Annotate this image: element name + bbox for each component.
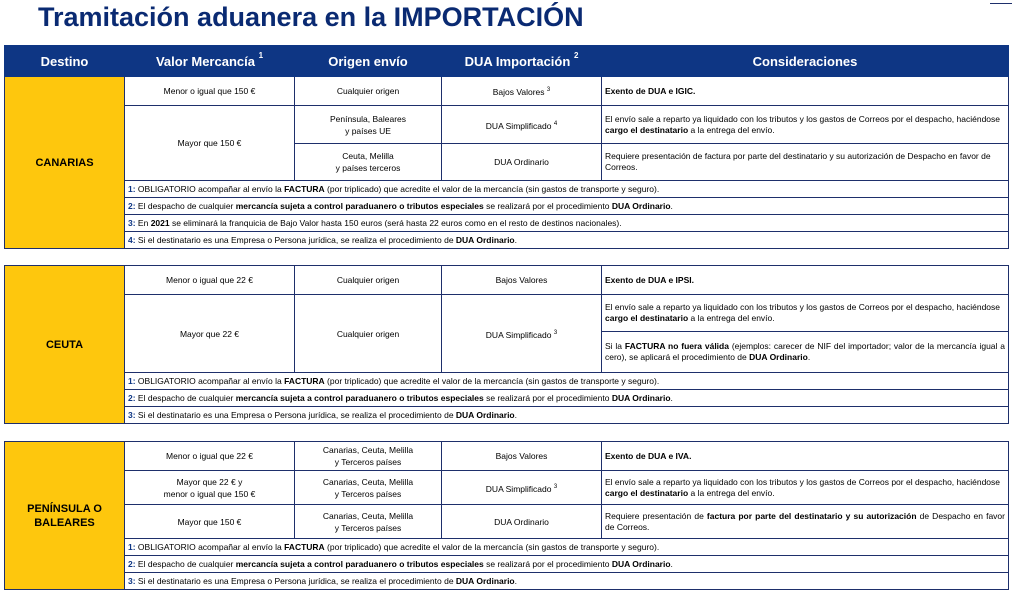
note-row [5, 407, 1009, 424]
consideraciones-cell: El envío sale a reparto ya liquidado con los tributos y los gastos de Correos por el despacho, haciéndose cargo el destinatario a la entrega del envío. [602, 295, 1009, 332]
dua-cell: DUA Simplificado $^3$ [442, 295, 602, 373]
footnote: 3: Si el destinatario es una Empresa o Persona jurídica, se realiza el procedimiento de DUA Ordinario. [125, 573, 1009, 590]
consideraciones-cell: Requiere presentación de factura por parte del destinatario y su autorización de Despacho en favor de Correos. [602, 505, 1009, 539]
valor-cell: Mayor que 22 € [125, 295, 295, 373]
origen-cell: Cualquier origen [295, 77, 442, 106]
dua-cell: DUA Ordinario [442, 505, 602, 539]
consideraciones-cell: Requiere presentación de factura por parte del destinatario y su autorización de Despacho en favor de Correos. [602, 144, 1009, 181]
note-row [5, 373, 1009, 390]
origen-cell: Canarias, Ceuta, Melilla y Terceros países [295, 471, 442, 505]
header-valor: Valor Mercancía $^1$ [125, 46, 295, 77]
footnote: 3: Si el destinatario es una Empresa o Persona jurídica, se realiza el procedimiento de DUA Ordinario. [125, 407, 1009, 424]
valor-cell: Menor o igual que 22 € [125, 266, 295, 295]
origen-cell: Canarias, Ceuta, Melilla y Terceros países [295, 505, 442, 539]
valor-cell: Menor o igual que 22 € [125, 442, 295, 471]
decorative-divider [990, 3, 1012, 4]
ceuta-table [4, 265, 1009, 424]
dua-cell: Bajos Valores $^3$ [442, 77, 602, 106]
consideraciones-cell: Exento de DUA e IGIC. [602, 77, 1009, 106]
table-row [5, 442, 1009, 471]
peninsula-table [4, 441, 1009, 590]
footnote: 4: Si el destinatario es una Empresa o Persona jurídica, se realiza el procedimiento de DUA Ordinario. [125, 232, 1009, 249]
origen-cell: Península, Baleares y países UE [295, 106, 442, 144]
valor-cell: Mayor que 150 € [125, 505, 295, 539]
valor-cell: Menor o igual que 150 € [125, 77, 295, 106]
dua-cell: Bajos Valores [442, 266, 602, 295]
note-row [5, 181, 1009, 198]
footnote: 1: OBLIGATORIO acompañar al envío la FACTURA (por triplicado) que acredite el valor de la mercancía (sin gastos de transporte y seguro). [125, 539, 1009, 556]
table-row [5, 295, 1009, 332]
table-header-row [5, 46, 1009, 77]
dua-cell: DUA Ordinario [442, 144, 602, 181]
header-destino: Destino [5, 46, 125, 77]
footnote: 3: En 2021 se eliminará la franquicia de Bajo Valor hasta 150 euros (será hasta 22 euros como en el resto de destinos nacionales). [125, 215, 1009, 232]
note-row [5, 556, 1009, 573]
origen-cell: Canarias, Ceuta, Melilla y Terceros países [295, 442, 442, 471]
table-row [5, 505, 1009, 539]
note-row [5, 539, 1009, 556]
note-row [5, 198, 1009, 215]
consideraciones-cell: Exento de DUA e IVA. [602, 442, 1009, 471]
consideraciones-cell: El envío sale a reparto ya liquidado con los tributos y los gastos de Correos por el despacho, haciéndose cargo el destinatario a la entrega del envío. [602, 106, 1009, 144]
footnote: 1: OBLIGATORIO acompañar al envío la FACTURA (por triplicado) que acredite el valor de la mercancía (sin gastos de transporte y seguro). [125, 373, 1009, 390]
footnote: 2: El despacho de cualquier mercancía sujeta a control paraduanero o tributos especiales se realizará por el procedimiento DUA Ordinario. [125, 198, 1009, 215]
table-row [5, 77, 1009, 106]
table-row [5, 106, 1009, 144]
consideraciones-cell: Exento de DUA e IPSI. [602, 266, 1009, 295]
footnote: 1: OBLIGATORIO acompañar al envío la FACTURA (por triplicado) que acredite el valor de la mercancía (sin gastos de transporte y seguro). [125, 181, 1009, 198]
dua-cell: Bajos Valores [442, 442, 602, 471]
dua-cell: DUA Simplificado $^4$ [442, 106, 602, 144]
table-row [5, 266, 1009, 295]
origen-cell: Cualquier origen [295, 295, 442, 373]
valor-cell: Mayor que 22 € y menor o igual que 150 € [125, 471, 295, 505]
header-origen: Origen envío [295, 46, 442, 77]
note-row [5, 232, 1009, 249]
note-row [5, 215, 1009, 232]
footnote: 2: El despacho de cualquier mercancía sujeta a control paraduanero o tributos especiales se realizará por el procedimiento DUA Ordinario. [125, 556, 1009, 573]
header-consideraciones: Consideraciones [602, 46, 1009, 77]
canarias-table [4, 45, 1009, 249]
origen-cell: Ceuta, Melilla y países terceros [295, 144, 442, 181]
table-row [5, 471, 1009, 505]
consideraciones-cell: Si la FACTURA no fuera válida (ejemplos: carecer de NIF del importador; valor de la mercancía igual a cero), se aplicará el procedimiento de DUA Ordinario. [602, 332, 1009, 373]
destination-cell: CANARIAS [5, 77, 125, 249]
footnote: 2: El despacho de cualquier mercancía sujeta a control paraduanero o tributos especiales se realizará por el procedimiento DUA Ordinario. [125, 390, 1009, 407]
consideraciones-cell: El envío sale a reparto ya liquidado con los tributos y los gastos de Correos por el despacho, haciéndose cargo el destinatario a la entrega del envío. [602, 471, 1009, 505]
origen-cell: Cualquier origen [295, 266, 442, 295]
page-title: Tramitación aduanera en la IMPORTACIÓN [38, 2, 584, 32]
dua-cell: DUA Simplificado $^3$ [442, 471, 602, 505]
note-row [5, 390, 1009, 407]
destination-cell: PENÍNSULA O BALEARES [5, 442, 125, 590]
header-dua: DUA Importación $^2$ [442, 46, 602, 77]
valor-cell: Mayor que 150 € [125, 106, 295, 181]
note-row [5, 573, 1009, 590]
destination-cell: CEUTA [5, 266, 125, 424]
